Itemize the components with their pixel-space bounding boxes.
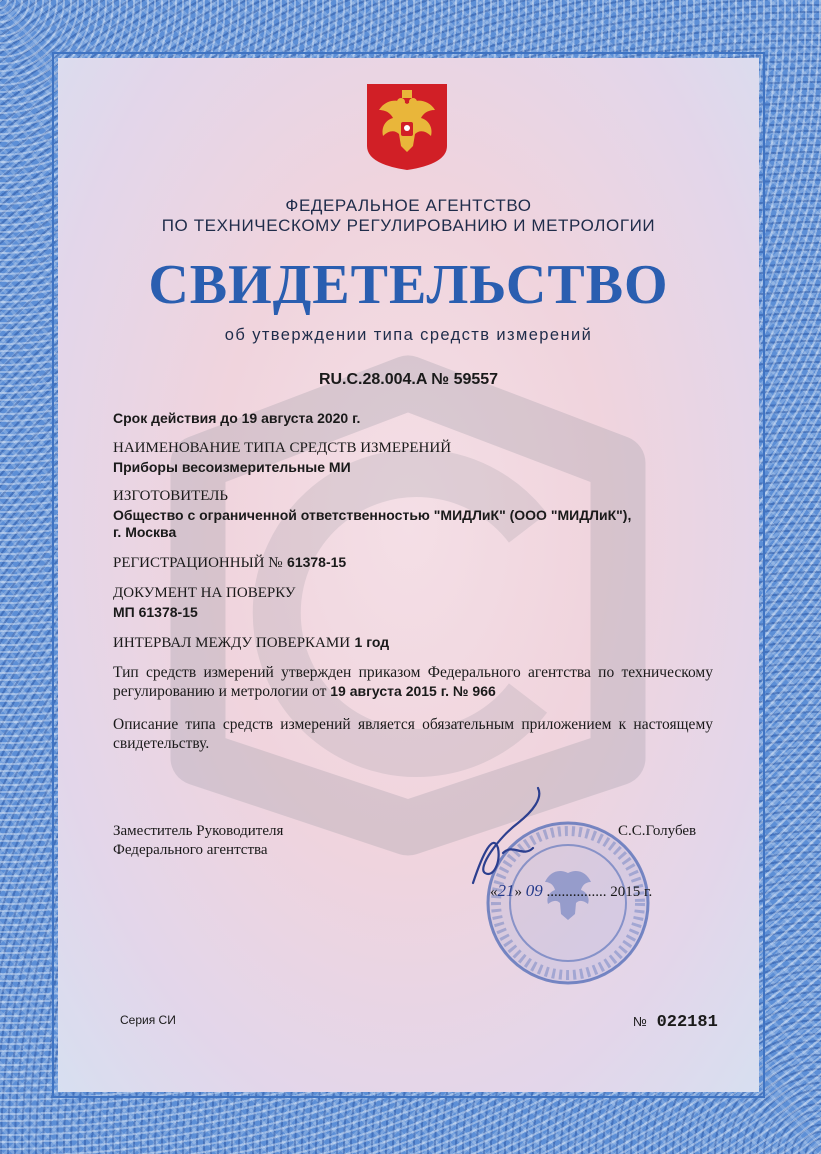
date-year: 2015 г. bbox=[610, 884, 653, 900]
description-note: Описание типа средств измерений является обязательным приложением к настоящему свидетельству. bbox=[113, 716, 713, 752]
order-text-date-number: 19 августа 2015 г. № 966 bbox=[330, 683, 496, 699]
certificate-title: СВИДЕТЕЛЬСТВО bbox=[148, 254, 669, 316]
order-text-main: Тип средств измерений утвержден приказом Федерального агентства по техническому регулированию и метрологии от bbox=[113, 664, 713, 700]
order-text bbox=[113, 663, 713, 701]
registration-value: 61378-15 bbox=[287, 554, 347, 570]
signatory-name: С.С.Голубев bbox=[618, 823, 697, 839]
manufacturer-value-line2: г. Москва bbox=[113, 524, 177, 540]
registration-label: РЕГИСТРАЦИОННЫЙ № bbox=[113, 555, 283, 571]
russian-coat-of-arms-icon bbox=[367, 84, 447, 170]
certificate-number: RU.C.28.004.A № 59557 bbox=[318, 371, 499, 388]
signature-icon bbox=[463, 783, 553, 893]
date-day: 21 bbox=[497, 881, 515, 900]
signatory-position-line2: Федерального агентства bbox=[113, 842, 268, 858]
interval-label: ИНТЕРВАЛ МЕЖДУ ПОВЕРКАМИ bbox=[113, 635, 351, 651]
form-number bbox=[633, 1013, 718, 1032]
interval-row bbox=[113, 634, 713, 652]
instrument-type-value: Приборы весоизмерительные МИ bbox=[113, 459, 351, 475]
agency-name-line1: ФЕДЕРАЛЬНОЕ АГЕНТСТВО bbox=[285, 196, 532, 215]
certificate-sheet bbox=[58, 58, 759, 1092]
form-number-value: 022181 bbox=[656, 1013, 718, 1032]
signing-date bbox=[490, 881, 652, 901]
agency-name-line2: ПО ТЕХНИЧЕСКОМУ РЕГУЛИРОВАНИЮ И МЕТРОЛОГИИ bbox=[161, 216, 656, 235]
verification-doc-value: МП 61378-15 bbox=[113, 604, 198, 620]
certificate-subtitle: об утверждении типа средств измерений bbox=[224, 326, 593, 344]
manufacturer-value-line1: Общество с ограниченной ответственностью "МИДЛиК" (ООО "МИДЛиК"), bbox=[113, 507, 632, 523]
date-dots: ................ bbox=[546, 884, 607, 900]
signatory-position-line1: Заместитель Руководителя bbox=[113, 823, 284, 839]
date-month: 09 bbox=[525, 881, 543, 900]
verification-doc-label: ДОКУМЕНТ НА ПОВЕРКУ bbox=[113, 585, 296, 601]
registration-row bbox=[113, 554, 713, 572]
validity-date: Срок действия до 19 августа 2020 г. bbox=[113, 410, 361, 426]
manufacturer-label: ИЗГОТОВИТЕЛЬ bbox=[113, 488, 229, 504]
date-close-quote: » bbox=[514, 884, 522, 900]
instrument-type-label: НАИМЕНОВАНИЕ ТИПА СРЕДСТВ ИЗМЕРЕНИЙ bbox=[113, 440, 452, 456]
interval-value: 1 год bbox=[354, 634, 390, 650]
form-number-symbol: № bbox=[633, 1014, 647, 1029]
date-open-quote: « bbox=[490, 884, 498, 900]
series-label: Серия СИ bbox=[120, 1013, 176, 1027]
